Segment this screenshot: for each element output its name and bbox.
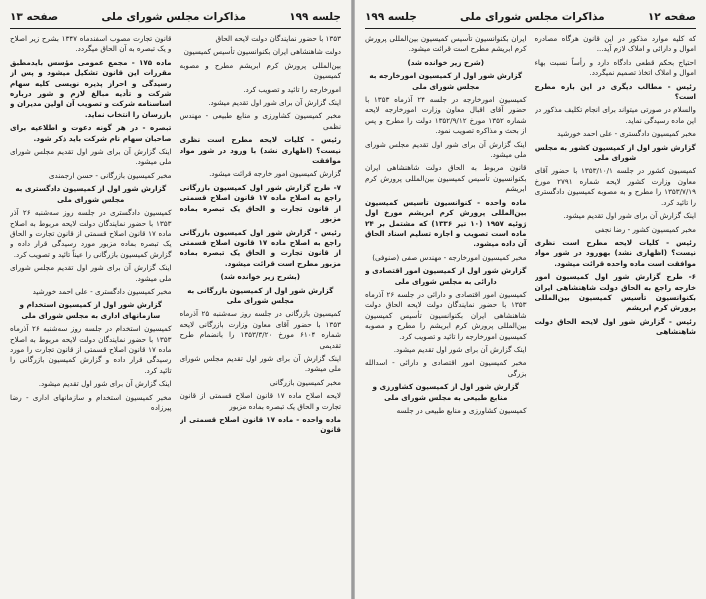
paragraph: اینک گزارش آن برای شور اول تقدیم مجلس شورای ملی میشود. [365,139,527,160]
paragraph: رئیس - مطالب دیگری در این باره مطرح است؟ [534,81,696,102]
paragraph: گزارش شور اول از کمیسیون کشور به مجلس شورای ملی [534,142,696,163]
paragraph: مخبر کمیسیون کشور - رضا نجفی [594,224,696,234]
left-page-left-column [10,34,172,595]
paragraph: ۶- طرح گزارش شور اول کمیسیون امور خارجه راجع به الحاق دولت شاهنشاهی ایران بکنوانسیون تأسیس کمیسیون بین‌المللی پرورش کرم ابریشم [534,272,696,313]
right-session-label: جلسه ۱۹۹ [365,11,417,23]
paragraph: رئیس - گزارش شور اول لایحه الحاق دولت شاهنشاهی [534,316,696,337]
paragraph: اینک گزارش آن برای شور اول تقدیم میشود. [38,379,172,389]
left-journal-title: مذاکرات مجلس شورای ملی [101,11,247,23]
right-page [355,0,706,599]
paragraph: کمیسیون امور اقتصادی و دارائی در جلسه ۲۶ آذرماه ۱۳۵۳ با حضور نمایندگان دولت لایحه الحاق دولت شاهنشاهی ایران بکنوانسیون تأسیس کمیسیون بین‌المللی پرورش کرم ابریشم را مطرح و مصوبه کمیسیون امورخارجه را تائید و تصویب کرد. [365,289,527,341]
paragraph: مخبر کمیسیون دادگستری - علی احمد خورشید [557,129,696,139]
paragraph: اینک گزارش آن برای شور اول تقدیم میشود. [208,98,341,108]
paragraph: مخبر کمیسیون امورخارجه - مهندس صفی (صنوفی) [372,252,527,262]
paragraph: رئیس - گزارش شور اول کمیسیون بازرگانی راجع به اصلاح ماده ۱۷ قانون اصلاح قسمتی از قانون تجارت و الحاق یک تبصره بماده مزبور مطرح است قرائت میشود. [179,227,341,268]
paragraph: مخبر کمیسیون بازرگانی [269,377,341,387]
paragraph: دولت شاهنشاهی ایران بکنوانسیون تأسیس کمیسیون [183,47,341,57]
paragraph: کمیسیون بازرگانی در جلسه روز سه‌شنبه ۲۵ آذرماه ۱۳۵۳ با حضور آقای معاون وزارت بازرگانی لایحه شماره ۶۱۰۴ مورخ ۱۳۵۳/۳/۲۰ را بانضمام طرح تقدیمی [179,309,341,350]
paragraph: مخبر کمیسیون کشاورزی و منابع طبیعی - مهندس نظمی [179,111,341,131]
right-page-right-column [535,34,697,595]
paragraph: اینک گزارش آن برای شور اول تقدیم میشود. [393,344,527,354]
paragraph: اینک گزارش آن برای شور اول تقدیم مجلس شورای ملی میشود. [179,353,341,374]
paragraph: رئیس - کلیات لایحه مطرح است نظری نیست؟ (اظهاری نشد) با ورود در شور مواد موافقت [179,135,341,166]
paragraph: مخبر کمیسیون بازرگانی - حسن ارجمندی [48,170,172,180]
paragraph: (بشرح زیر خوانده شد) [220,272,300,282]
paragraph: گزارش شور اول از کمیسیون استخدام و سازمانهای اداری به مجلس شورای ملی [19,300,162,320]
paragraph: اینک گزارش آن برای شور اول تقدیم میشود. [563,211,696,221]
paragraph: والسلام در صورتی میتواند برای انجام تکلیف مذکور در این ماده رسیدگی نماید. [534,105,696,125]
paragraph: بین‌المللی پرورش کرم ابریشم مطرح و مصوبه کمیسیون [179,60,341,81]
paragraph: ماده واحده - کنوانسیون تأسیس کمیسیون بین‌المللی پرورش کرم ابریشم مورخ اول ژوئیه ۱۹۵۷ (۱۰ تیر ۱۳۳۶) که مشتمل بر ۲۴ ماده است تصویب و اجازه تسلیم اسناد الحاق آن داده میشود. [365,197,527,249]
paragraph: کمیسیون امورخارجه در جلسه ۲۴ آذرماه ۱۳۵۳ با حضور آقای اقبال معاون وزارت امورخارجه لایحه شماره ۱۳۵۲ مورخ ۱۳۵۲/۹/۱۲ دولت را مطرح و پس از بحث و مذاکره تصویب نمود. [365,95,527,136]
paragraph: مخبر کمیسیون استخدام و سازمانهای اداری - رضا پیرزاده [10,392,172,412]
right-journal-title: مذاکرات مجلس شورای ملی [459,11,605,23]
paragraph: ماده واحده - ماده ۱۷ قانون اصلاح قسمتی از قانون [179,415,341,435]
right-columns [365,34,696,595]
paragraph: گزارش شور اول از کمیسیون امورخارجه به مجلس شورای ملی [369,71,523,91]
paragraph: امورخارجه را تائید و تصویب کرد. [243,84,341,94]
paragraph: اینک گزارش آن برای شور اول تقدیم مجلس شورای ملی میشود. [10,263,172,283]
paragraph: ۱۳۵۳ با حضور نمایندگان دولت لایحه الحاق [215,34,341,43]
paragraph: ۷- طرح گزارش شور اول کمیسیون بازرگانی راجع به اصلاح ماده ۱۷ قانون اصلاح قسمتی از قانون تجارت و الحاق یک تبصره بماده مزبور [179,182,341,224]
paragraph: که کلیه موارد مذکور در این قانون هرگاه مصادره اموال و دارائی و املاک لازم آید... [534,34,696,54]
left-page [0,0,351,599]
paragraph: مخبر کمیسیون دادگستری - علی احمد خورشید [32,286,172,296]
paragraph: لایحه اصلاح ماده ۱۷ قانون اصلاح قسمتی از قانون تجارت و الحاق یک تبصره بماده مزبور [179,391,341,411]
right-page-left-column [365,34,527,595]
paragraph: کمیسیون کشور در جلسه ۱۳۵۳/۱۰/۱ با حضور آقای معاون وزارت کشور لایحه شماره ۲۷۹۱ مورخ ۱۳۵۳/۷/۱۹ را مطرح و به مصوبه کمیسیون دادگستری را تائید کرد. [534,166,696,207]
paragraph: ماده ۱۷۵ - مجمع عمومی مؤسس بایدمطبق مقررات این قانون تشکیل میشود و پس از رسیدگی و احراز پذیره نویسی کلیه سهام شرکت و تأدیه مبالغ لازم و شور درباره اساسنامه شرکت و تصویب آن اولین مدیران و بازرسان را انتخاب نماید. [10,57,172,119]
left-page-number: صفحه ۱۳ [10,11,59,23]
paragraph: گزارش کمیسیون امور خارجه قرائت میشود. [209,169,341,179]
paragraph: تبصره - در هر گونه دعوت و اطلاعیه برای صاحبان سهام نام شرکت باید ذکر شود. [10,123,172,143]
paragraph: قانون تجارت مصوب اسفندماه ۱۳۴۷ بشرح زیر اصلاح و یک تبصره به آن الحاق میگردد. [10,34,172,54]
paragraph: کمیسیون دادگستری در جلسه روز سه‌شنبه ۲۶ آذر ۱۳۵۳ با حضور نمایندگان دولت لایحه مربوط به اصلاح ماده ۱۷ قانون اصلاح قسمتی از قانون تجارت و الحاق یک تبصره بماده مزبور مورد رسیدگی قرار داده و گزارش کمیسیون بازرگانی را عیناً تائید و تصویب کرد. [10,208,172,259]
paragraph: مخبر کمیسیون امور اقتصادی و دارائی - اسدالله بزرگی [365,358,527,378]
left-session-label: جلسه ۱۹۹ [289,11,341,23]
paragraph: گزارش شور اول از کمیسیون بازرگانی به مجلس شورای ملی [187,285,334,305]
left-page-right-column [180,34,342,595]
left-columns [10,34,341,595]
paragraph: اینک گزارش آن برای شور اول تقدیم مجلس شورای ملی میشود. [10,147,172,167]
left-page-header [10,6,341,29]
paragraph: رئیس - کلیات لایحه مطرح است نظری نیست؟ (اظهاری نشد) بهورود در شور مواد موافقت است ماده واحده قرائت میشود. [534,237,696,268]
paragraph: احتیاج بحکم قطعی دادگاه دارد و رأساً نسبت بهاء اموال و املاک اتخاذ تصمیم نمیگردد. [534,57,696,78]
right-page-number: صفحه ۱۲ [647,11,696,23]
paragraph: (شرح زیر خوانده شد) [407,57,485,67]
paragraph: کمیسیون کشاورزی و منابع طبیعی در جلسه [396,406,527,415]
paragraph: ایران بکنوانسیون تأسیس کمیسیون بین‌المللی پرورش کرم ابریشم مطرح است قرائت میشود. [365,34,527,54]
paragraph: قانون مربوط به الحاق دولت شاهنشاهی ایران بکنوانسیون تأسیس کمیسیون بین‌المللی پرورش کرم ابریشم [365,163,527,194]
paragraph: گزارش شور اول از کمیسیون امور اقتصادی و دارائی به مجلس شورای ملی [365,266,527,286]
right-page-header [365,6,696,29]
paragraph: کمیسیون استخدام در جلسه روز سه‌شنبه ۲۶ آذرماه ۱۳۵۳ با حضور نمایندگان دولت لایحه مربوط به اصلاح ماده ۱۷ قانون اصلاح قسمتی از قانون تجارت را مورد رسیدگی قرار داده و گزارش کمیسیون بازرگانی را تائید کرد. [10,324,172,375]
paragraph: گزارش شور اول از کمیسیون دادگستری به مجلس شورای ملی [15,184,167,204]
paragraph: گزارش شور اول از کمیسیون کشاورزی و منابع طبیعی به مجلس شورای ملی [372,382,519,402]
